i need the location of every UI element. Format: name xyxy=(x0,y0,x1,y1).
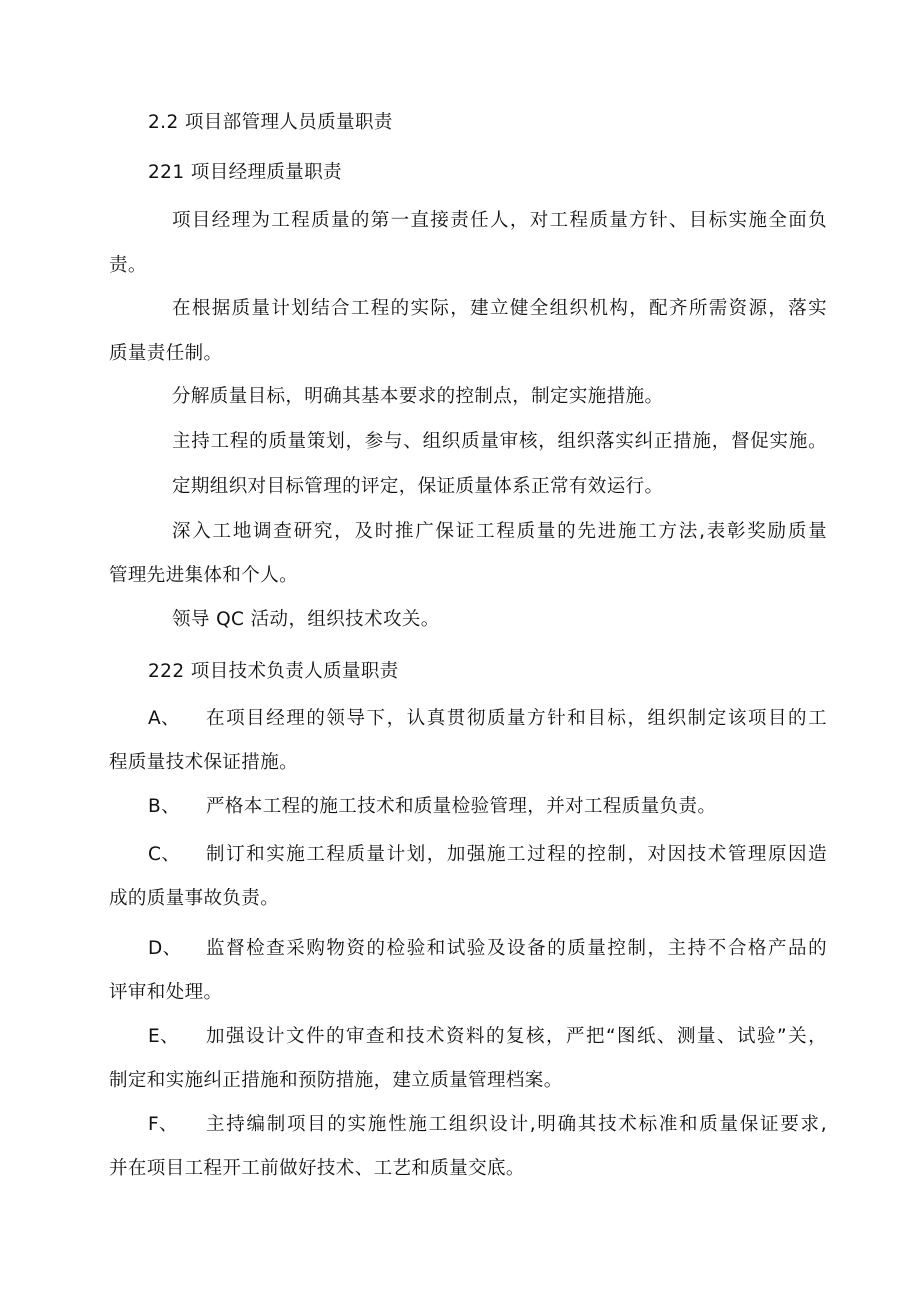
pm-paragraph-5: 定期组织对目标管理的评定，保证质量体系正常有效运行。 xyxy=(172,476,664,497)
list-marker-f: F、 xyxy=(148,1114,178,1135)
tech-item-e-line-2: 制定和实施纠正措施和预防措施，建立质量管理档案。 xyxy=(109,1070,563,1091)
tech-item-f-line-1: 主持编制项目的实施性施工组织设计,明确其技术标准和质量保证要求, xyxy=(206,1114,827,1135)
tech-item-d-line-1: 监督检查采购物资的检验和试验及设备的质量控制，主持不合格产品的 xyxy=(206,938,827,959)
pm-paragraph-6-line-2: 管理先进集体和个人。 xyxy=(109,565,299,586)
pm-paragraph-7: 领导 QC 活动，组织技术攻关。 xyxy=(172,609,440,630)
pm-paragraph-6-line-1: 深入工地调查研究，及时推广保证工程质量的先进施工方法,表彰奖励质量 xyxy=(172,521,827,542)
tech-item-a-line-2: 程质量技术保证措施。 xyxy=(109,752,299,773)
pm-paragraph-4: 主持工程的质量策划，参与、组织质量审核，组织落实纠正措施，督促实施。 xyxy=(172,431,827,452)
list-marker-d: D、 xyxy=(148,938,182,959)
tech-item-f-line-2: 并在项目工程开工前做好技术、工艺和质量交底。 xyxy=(109,1158,525,1179)
tech-item-e-line-1: 加强设计文件的审查和技术资料的复核，严把“图纸、测量、试验”关， xyxy=(206,1026,827,1047)
tech-item-b-line-1: 严格本工程的施工技术和质量检验管理，并对工程质量负责。 xyxy=(206,796,717,817)
pm-paragraph-1-line-2: 责。 xyxy=(109,255,147,276)
list-marker-a: A、 xyxy=(148,708,180,729)
pm-paragraph-2-line-2: 质量责任制。 xyxy=(109,343,223,364)
pm-paragraph-2-line-1: 在根据质量计划结合工程的实际，建立健全组织机构，配齐所需资源，落实 xyxy=(172,298,827,319)
section-heading-2-2: 2.2 项目部管理人员质量职责 xyxy=(148,112,393,133)
section-heading-2-2-1: 221 项目经理质量职责 xyxy=(148,162,342,183)
pm-paragraph-1-line-1: 项目经理为工程质量的第一直接责任人，对工程质量方针、目标实施全面负 xyxy=(172,210,827,231)
tech-item-a-line-1: 在项目经理的领导下，认真贯彻质量方针和目标，组织制定该项目的工 xyxy=(206,708,827,729)
pm-paragraph-3: 分解质量目标，明确其基本要求的控制点，制定实施措施。 xyxy=(172,386,664,407)
tech-item-c-line-1: 制订和实施工程质量计划，加强施工过程的控制，对因技术管理原因造 xyxy=(206,844,827,865)
list-marker-e: E、 xyxy=(148,1026,179,1047)
tech-item-d-line-2: 评审和处理。 xyxy=(109,982,223,1003)
tech-item-c-line-2: 成的质量事故负责。 xyxy=(109,888,280,909)
list-marker-c: C、 xyxy=(148,844,181,865)
section-heading-2-2-2: 222 项目技术负责人质量职责 xyxy=(148,661,399,682)
list-marker-b: B、 xyxy=(148,796,180,817)
